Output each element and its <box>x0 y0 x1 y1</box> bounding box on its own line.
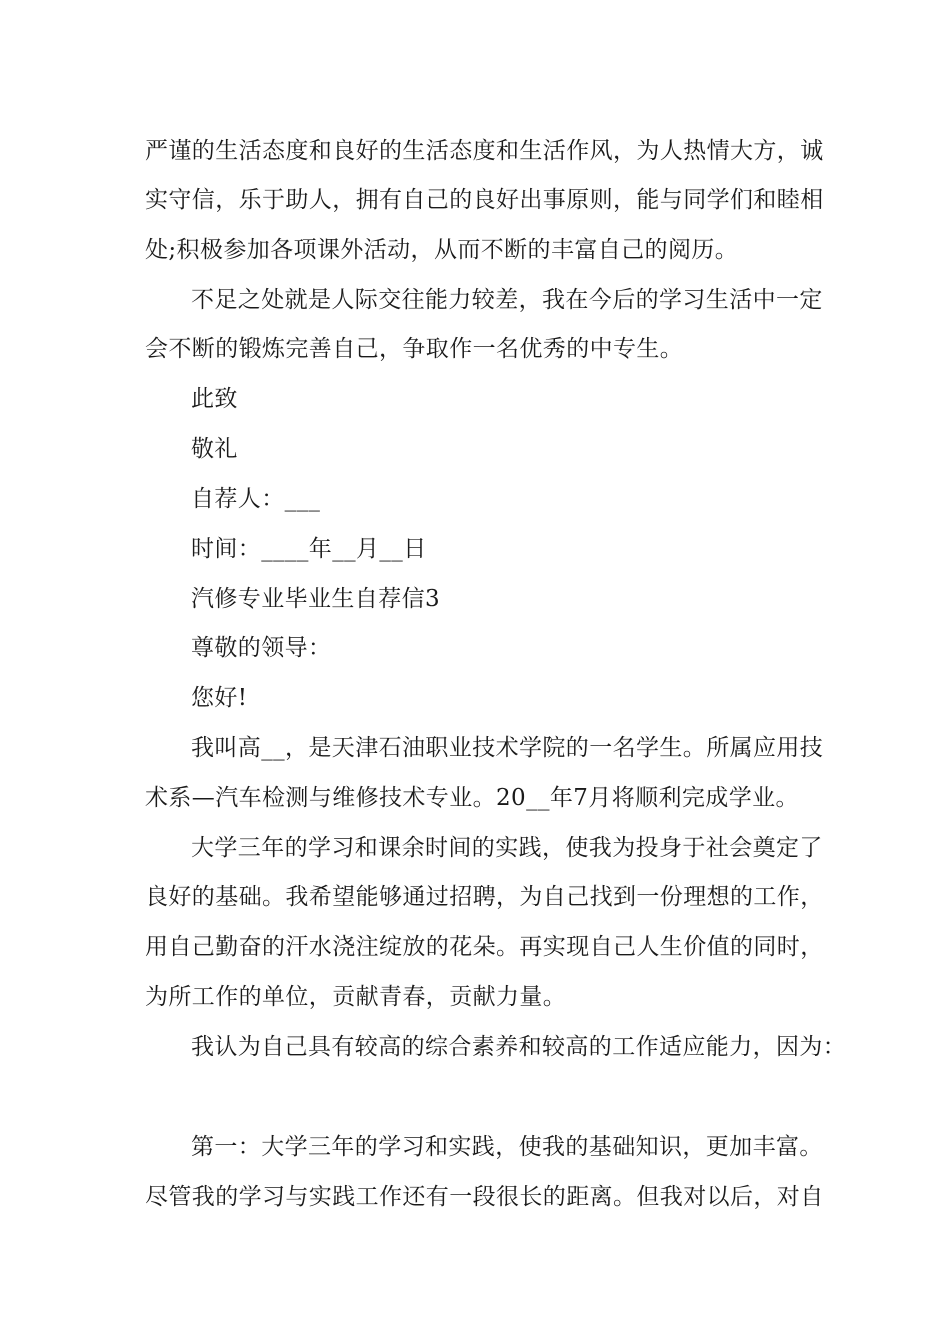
paragraph-line: 处;积极参加各项课外活动，从而不断的丰富自己的阅历。 <box>145 237 739 263</box>
date-line: 时间：____年__月__日 <box>191 536 427 562</box>
closing-line: 敬礼 <box>191 436 238 462</box>
signature-line: 自荐人：___ <box>191 486 321 512</box>
paragraph-line: 尽管我的学习与实践工作还有一段很长的距离。但我对以后，对自 <box>145 1184 824 1210</box>
paragraph-line: 大学三年的学习和课余时间的实践，使我为投身于社会奠定了 <box>191 835 823 861</box>
paragraph-line: 我叫高__，是天津石油职业技术学院的一名学生。所属应用技 <box>191 735 824 761</box>
paragraph-line: 第一：大学三年的学习和实践，使我的基础知识，更加丰富。 <box>191 1134 823 1160</box>
paragraph-line: 为所工作的单位，贡献青春，贡献力量。 <box>145 984 567 1010</box>
paragraph-line: 不足之处就是人际交往能力较差，我在今后的学习生活中一定 <box>191 287 823 313</box>
paragraph-line: 术系—汽车检测与维修技术专业。20__年7月将顺利完成学业。 <box>145 785 799 811</box>
paragraph-line: 我认为自己具有较高的综合素养和较高的工作适应能力，因为： <box>191 1034 847 1060</box>
paragraph-line: 会不断的锻炼完善自己，争取作一名优秀的中专生。 <box>145 336 684 362</box>
paragraph-line: 实守信，乐于助人，拥有自己的良好出事原则，能与同学们和睦相 <box>145 187 824 213</box>
closing-line: 此致 <box>191 386 238 412</box>
paragraph-line: 良好的基础。我希望能够通过招聘，为自己找到一份理想的工作， <box>145 884 824 910</box>
paragraph-line: 严谨的生活态度和良好的生活态度和生活作风，为人热情大方，诚 <box>145 138 824 164</box>
section-title: 汽修专业毕业生自荐信3 <box>191 586 441 612</box>
paragraph-line: 用自己勤奋的汗水浇注绽放的花朵。再实现自己人生价值的同时， <box>145 934 824 960</box>
salutation: 尊敬的领导： <box>191 635 332 661</box>
greeting: 您好! <box>191 685 248 711</box>
